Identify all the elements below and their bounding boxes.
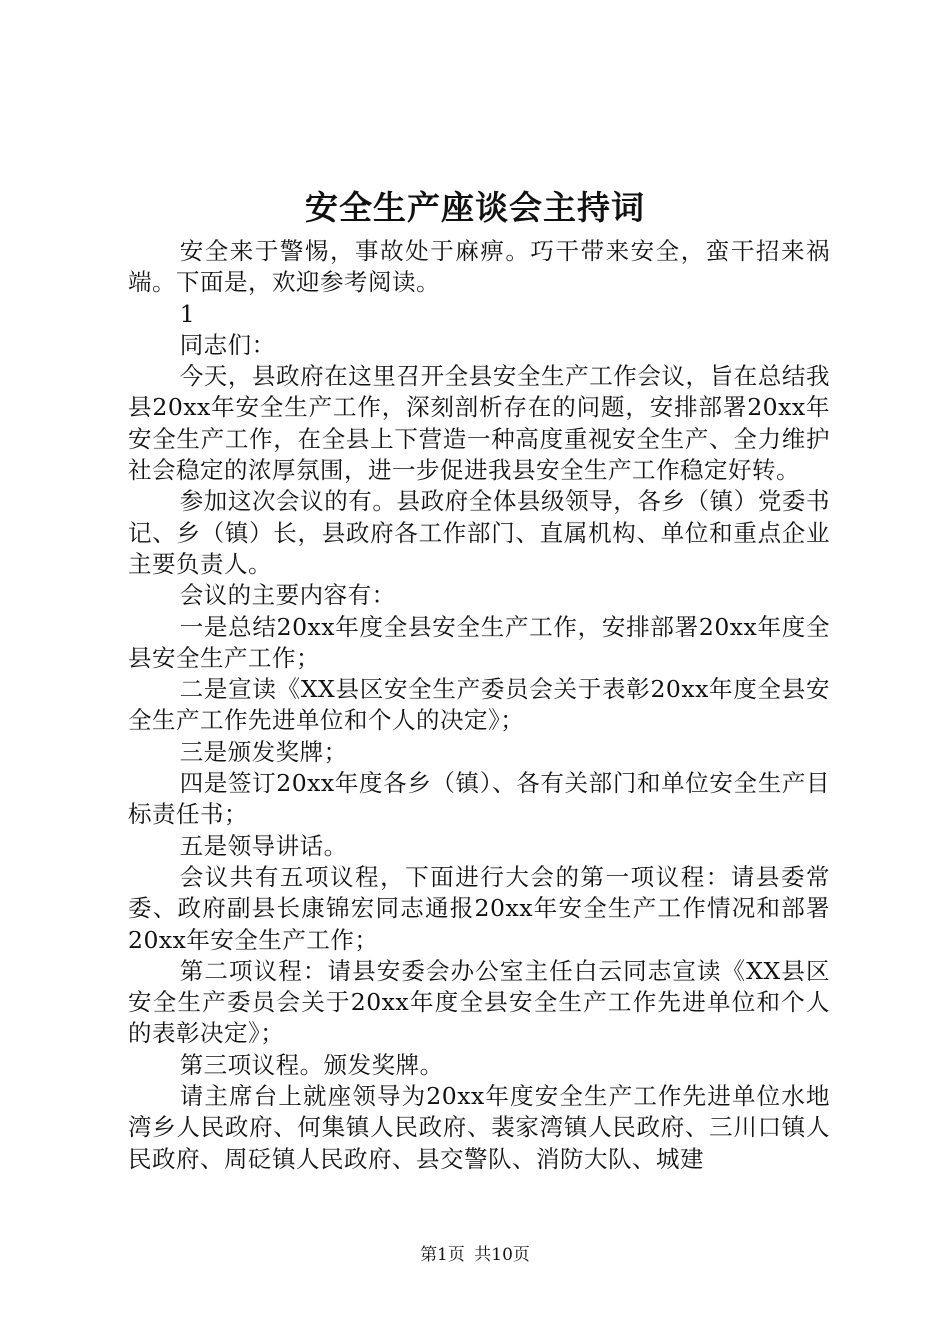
paragraph-agenda-item-2: 二是宣读《XX县区安全生产委员会关于表彰20xx年度全县安全生产工作先进单位和个人的决定》； bbox=[128, 675, 830, 735]
paragraph-second-item: 第二项议程：请县安委会办公室主任白云同志宣读《XX县区安全生产委员会关于20xx年度全县安全生产工作先进单位和个人的表彰决定》； bbox=[128, 956, 830, 1048]
paragraph-agenda-heading: 会议的主要内容有： bbox=[179, 581, 396, 610]
paragraph-attendees: 参加这次会议的有。县政府全体县级领导，各乡（镇）党委书记、乡（镇）长，县政府各工作部门、直属机构、单位和重点企业主要负责人。 bbox=[128, 487, 830, 578]
paragraph-agenda-item-4: 四是签订20xx年度各乡（镇）、各有关部门和单位安全生产目标责任书； bbox=[128, 769, 830, 829]
document-body bbox=[128, 236, 830, 1175]
paragraph-agenda-item-3: 三是颁发奖牌； bbox=[179, 737, 348, 766]
page-footer bbox=[0, 1244, 950, 1266]
page-total: 共10页 bbox=[474, 1245, 530, 1265]
paragraph-section-number: 1 bbox=[179, 299, 196, 328]
paragraph-salutation: 同志们： bbox=[179, 330, 276, 359]
paragraph-opening: 今天，县政府在这里召开全县安全生产工作会议，旨在总结我县20xx年安全生产工作，深刻剖析存在的问题，安排部署20xx年安全生产工作，在全县上下营造一种高度重视安全生产、全力维护社会稳定的浓厚氛围，进一步促进我县安全生产工作稳定好转。 bbox=[128, 362, 830, 485]
document-title: 安全生产座谈会主持词 bbox=[305, 188, 645, 227]
paragraph-agenda-item-1: 一是总结20xx年度全县安全生产工作，安排部署20xx年度全县安全生产工作； bbox=[128, 612, 830, 672]
paragraph-third-item: 第三项议程。颁发奖牌。 bbox=[179, 1050, 444, 1079]
paragraph-agenda-item-5: 五是领导讲话。 bbox=[179, 831, 348, 860]
paragraph-intro: 安全来于警惕，事故处于麻痹。巧干带来安全，蛮干招来祸端。下面是，欢迎参考阅读。 bbox=[128, 237, 830, 297]
paragraph-first-item: 会议共有五项议程，下面进行大会的第一项议程：请县委常委、政府副县长康锦宏同志通报20xx年安全生产工作情况和部署20xx年安全生产工作； bbox=[128, 862, 830, 954]
paragraph-award-units: 请主席台上就座领导为20xx年度安全生产工作先进单位水地湾乡人民政府、何集镇人民政府、裴家湾镇人民政府、三川口镇人民政府、周砭镇人民政府、县交警队、消防大队、城建 bbox=[128, 1082, 830, 1173]
page-number: 第1页 bbox=[420, 1245, 465, 1265]
